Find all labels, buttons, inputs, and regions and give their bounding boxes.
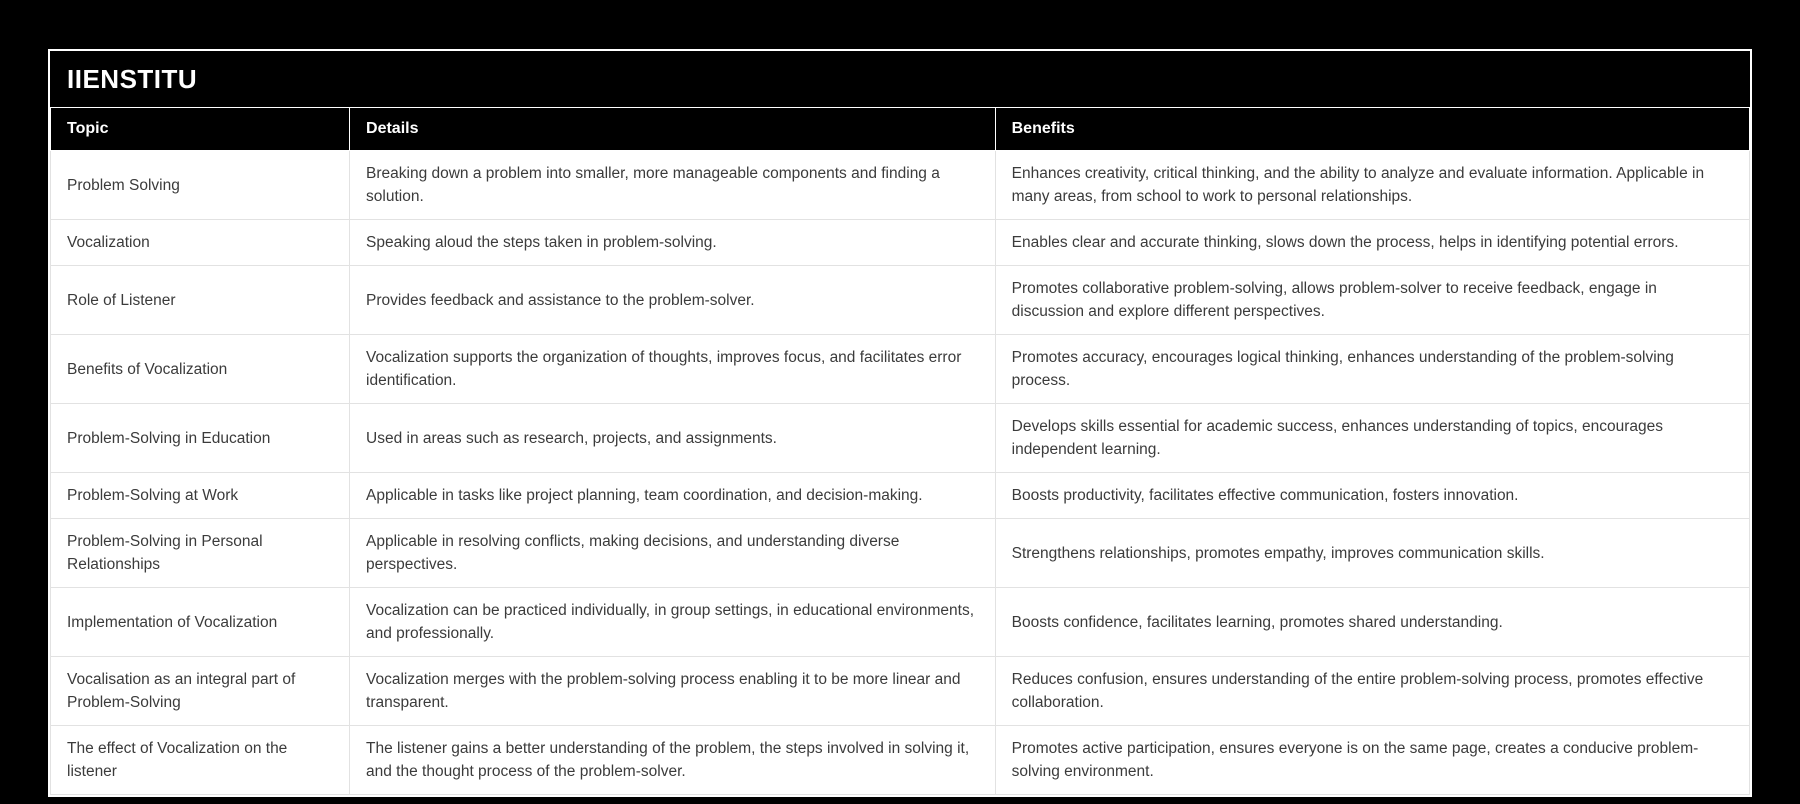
brand-bar — [50, 51, 1750, 107]
topics-table — [50, 107, 1750, 796]
details-cell: Breaking down a problem into smaller, more manageable components and finding a solution. — [350, 151, 996, 220]
content-card — [48, 49, 1752, 797]
benefits-cell: Strengthens relationships, promotes empathy, improves communication skills. — [995, 519, 1749, 588]
table-row — [51, 657, 1750, 726]
benefits-cell: Enhances creativity, critical thinking, and the ability to analyze and evaluate information. Applicable in many areas, from school to work to personal relationships. — [995, 151, 1749, 220]
details-cell: Vocalization merges with the problem-solving process enabling it to be more linear and transparent. — [350, 657, 996, 726]
benefits-cell: Enables clear and accurate thinking, slows down the process, helps in identifying potential errors. — [995, 220, 1749, 266]
table-row — [51, 519, 1750, 588]
table-row — [51, 588, 1750, 657]
table-row — [51, 473, 1750, 519]
table-row — [51, 266, 1750, 335]
column-header-benefits: Benefits — [995, 107, 1749, 151]
topic-cell: Role of Listener — [51, 266, 350, 335]
table-row — [51, 220, 1750, 266]
topic-cell: The effect of Vocalization on the listener — [51, 726, 350, 795]
topic-cell: Implementation of Vocalization — [51, 588, 350, 657]
details-cell: The listener gains a better understanding of the problem, the steps involved in solving it, and the thought process of the problem-solver. — [350, 726, 996, 795]
details-cell: Vocalization supports the organization of thoughts, improves focus, and facilitates error identification. — [350, 335, 996, 404]
details-cell: Provides feedback and assistance to the problem-solver. — [350, 266, 996, 335]
topic-cell: Vocalization — [51, 220, 350, 266]
benefits-cell: Reduces confusion, ensures understanding of the entire problem-solving process, promotes effective collaboration. — [995, 657, 1749, 726]
benefits-cell: Develops skills essential for academic success, enhances understanding of topics, encourages independent learning. — [995, 404, 1749, 473]
topic-cell: Benefits of Vocalization — [51, 335, 350, 404]
details-cell: Speaking aloud the steps taken in problem-solving. — [350, 220, 996, 266]
column-header-details: Details — [350, 107, 996, 151]
benefits-cell: Promotes collaborative problem-solving, allows problem-solver to receive feedback, engage in discussion and explore different perspectives. — [995, 266, 1749, 335]
topic-cell: Vocalisation as an integral part of Problem-Solving — [51, 657, 350, 726]
column-header-topic: Topic — [51, 107, 350, 151]
table-header — [51, 107, 1750, 151]
table-row — [51, 404, 1750, 473]
details-cell: Applicable in tasks like project planning, team coordination, and decision-making. — [350, 473, 996, 519]
header-row — [51, 107, 1750, 151]
benefits-cell: Boosts productivity, facilitates effective communication, fosters innovation. — [995, 473, 1749, 519]
benefits-cell: Promotes active participation, ensures everyone is on the same page, creates a conducive problem-solving environment. — [995, 726, 1749, 795]
details-cell: Vocalization can be practiced individually, in group settings, in educational environments, and professionally. — [350, 588, 996, 657]
brand-title: IIENSTITU — [67, 64, 198, 94]
table-row — [51, 335, 1750, 404]
topic-cell: Problem-Solving at Work — [51, 473, 350, 519]
benefits-cell: Boosts confidence, facilitates learning, promotes shared understanding. — [995, 588, 1749, 657]
topic-cell: Problem-Solving in Education — [51, 404, 350, 473]
details-cell: Applicable in resolving conflicts, making decisions, and understanding diverse perspectives. — [350, 519, 996, 588]
details-cell: Used in areas such as research, projects, and assignments. — [350, 404, 996, 473]
table-row — [51, 726, 1750, 795]
benefits-cell: Promotes accuracy, encourages logical thinking, enhances understanding of the problem-solving process. — [995, 335, 1749, 404]
topic-cell: Problem-Solving in Personal Relationships — [51, 519, 350, 588]
table-row — [51, 151, 1750, 220]
topic-cell: Problem Solving — [51, 151, 350, 220]
table-body — [51, 151, 1750, 795]
